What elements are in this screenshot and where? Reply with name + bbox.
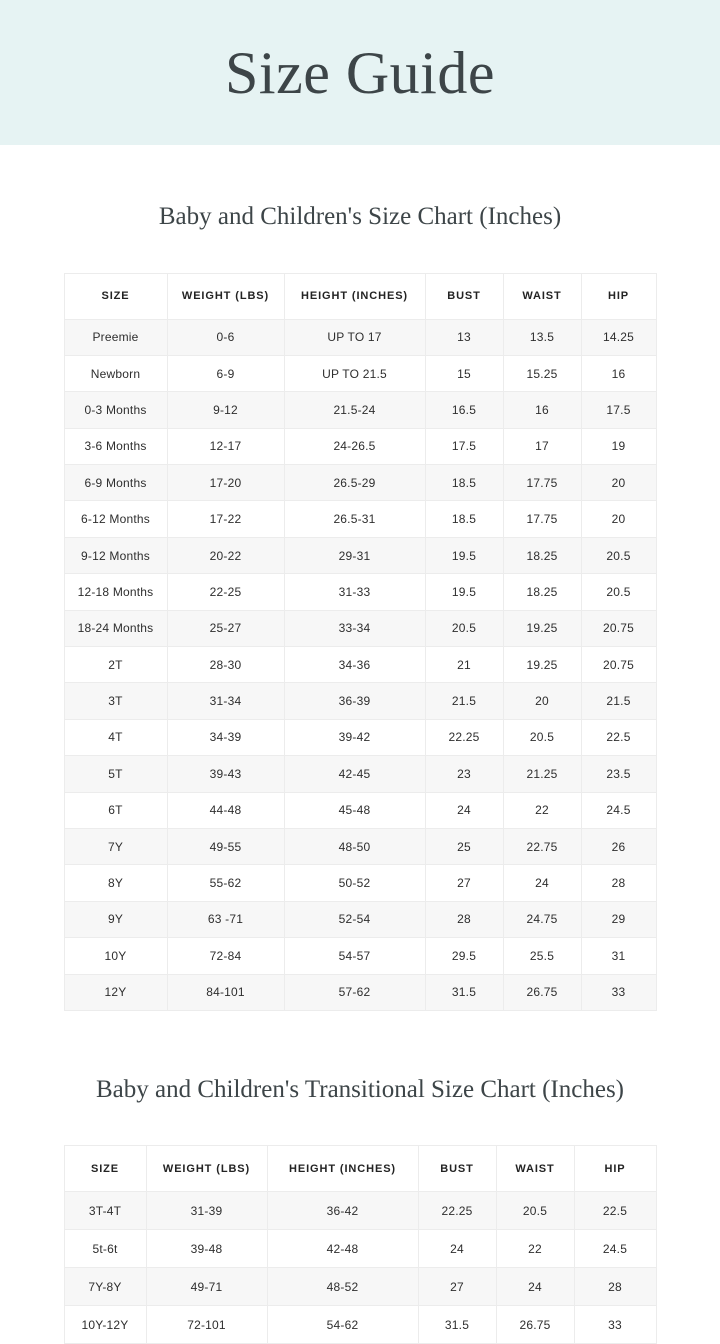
cell-bust: 28 <box>425 901 503 937</box>
table-row <box>64 537 656 573</box>
cell-weight: 22-25 <box>167 574 284 610</box>
table-row <box>64 501 656 537</box>
cell-bust: 23 <box>425 756 503 792</box>
table-row <box>64 355 656 391</box>
cell-height: 36-39 <box>284 683 425 719</box>
table-row <box>64 828 656 864</box>
cell-hip: 33 <box>574 1306 656 1344</box>
transitional-chart-table <box>64 1145 657 1344</box>
column-header-size: SIZE <box>64 1146 146 1192</box>
cell-waist: 17.75 <box>503 501 581 537</box>
column-header-waist: WAIST <box>496 1146 574 1192</box>
cell-waist: 20.5 <box>496 1192 574 1230</box>
table-row <box>64 756 656 792</box>
transitional-chart-table-body <box>64 1192 656 1344</box>
cell-size: 10Y-12Y <box>64 1306 146 1344</box>
cell-height: UP TO 21.5 <box>284 355 425 391</box>
cell-waist: 15.25 <box>503 355 581 391</box>
cell-bust: 20.5 <box>425 610 503 646</box>
cell-waist: 17 <box>503 428 581 464</box>
cell-height: 54-62 <box>267 1306 418 1344</box>
cell-weight: 44-48 <box>167 792 284 828</box>
table-row <box>64 792 656 828</box>
cell-weight: 6-9 <box>167 355 284 391</box>
cell-size: 8Y <box>64 865 167 901</box>
cell-size: 6-9 Months <box>64 465 167 501</box>
cell-hip: 21.5 <box>581 683 656 719</box>
cell-hip: 20.5 <box>581 574 656 610</box>
table-row <box>64 683 656 719</box>
column-header-hip: HIP <box>581 273 656 319</box>
cell-height: 42-45 <box>284 756 425 792</box>
cell-hip: 28 <box>581 865 656 901</box>
column-header-hip: HIP <box>574 1146 656 1192</box>
cell-weight: 25-27 <box>167 610 284 646</box>
cell-bust: 13 <box>425 319 503 355</box>
cell-hip: 26 <box>581 828 656 864</box>
table-row <box>64 610 656 646</box>
cell-waist: 22 <box>496 1230 574 1268</box>
cell-height: 42-48 <box>267 1230 418 1268</box>
table-row <box>64 319 656 355</box>
cell-waist: 22.75 <box>503 828 581 864</box>
table-row <box>64 1192 656 1230</box>
cell-weight: 20-22 <box>167 537 284 573</box>
table-row <box>64 865 656 901</box>
section-title-size-chart: Baby and Children's Size Chart (Inches) <box>158 202 562 230</box>
table-row <box>64 719 656 755</box>
cell-weight: 17-20 <box>167 465 284 501</box>
cell-bust: 29.5 <box>425 938 503 974</box>
page-banner <box>0 0 720 145</box>
cell-weight: 0-6 <box>167 319 284 355</box>
cell-height: 26.5-31 <box>284 501 425 537</box>
cell-hip: 14.25 <box>581 319 656 355</box>
table-header-row <box>64 273 656 319</box>
cell-weight: 34-39 <box>167 719 284 755</box>
cell-bust: 18.5 <box>425 501 503 537</box>
cell-size: 5t-6t <box>64 1230 146 1268</box>
cell-weight: 72-101 <box>146 1306 267 1344</box>
cell-bust: 19.5 <box>425 574 503 610</box>
cell-hip: 28 <box>574 1268 656 1306</box>
section-size-chart <box>0 166 720 1011</box>
cell-bust: 27 <box>425 865 503 901</box>
size-chart-table <box>64 273 657 1011</box>
cell-height: 50-52 <box>284 865 425 901</box>
cell-weight: 12-17 <box>167 428 284 464</box>
column-header-waist: WAIST <box>503 273 581 319</box>
cell-height: 36-42 <box>267 1192 418 1230</box>
cell-size: 12Y <box>64 974 167 1010</box>
cell-size: 0-3 Months <box>64 392 167 428</box>
cell-size: 9Y <box>64 901 167 937</box>
size-chart-table-head <box>64 273 656 319</box>
cell-height: 31-33 <box>284 574 425 610</box>
cell-waist: 16 <box>503 392 581 428</box>
cell-bust: 27 <box>418 1268 496 1306</box>
column-header-height: HEIGHT (INCHES) <box>267 1146 418 1192</box>
transitional-chart-table-head <box>64 1146 656 1192</box>
cell-hip: 23.5 <box>581 756 656 792</box>
table-header-row <box>64 1146 656 1192</box>
size-chart-table-body <box>64 319 656 1010</box>
cell-weight: 63 -71 <box>167 901 284 937</box>
table-row <box>64 647 656 683</box>
cell-size: 9-12 Months <box>64 537 167 573</box>
cell-waist: 22 <box>503 792 581 828</box>
cell-bust: 25 <box>425 828 503 864</box>
cell-bust: 18.5 <box>425 465 503 501</box>
cell-weight: 31-34 <box>167 683 284 719</box>
cell-bust: 21.5 <box>425 683 503 719</box>
cell-waist: 20.5 <box>503 719 581 755</box>
cell-hip: 33 <box>581 974 656 1010</box>
cell-bust: 22.25 <box>425 719 503 755</box>
cell-height: UP TO 17 <box>284 319 425 355</box>
cell-hip: 16 <box>581 355 656 391</box>
cell-hip: 20.75 <box>581 647 656 683</box>
cell-waist: 26.75 <box>496 1306 574 1344</box>
cell-waist: 13.5 <box>503 319 581 355</box>
cell-height: 26.5-29 <box>284 465 425 501</box>
cell-height: 57-62 <box>284 974 425 1010</box>
cell-height: 48-50 <box>284 828 425 864</box>
cell-hip: 29 <box>581 901 656 937</box>
cell-height: 54-57 <box>284 938 425 974</box>
cell-size: 3T <box>64 683 167 719</box>
cell-weight: 17-22 <box>167 501 284 537</box>
cell-height: 48-52 <box>267 1268 418 1306</box>
cell-height: 34-36 <box>284 647 425 683</box>
table-row <box>64 428 656 464</box>
table-row <box>64 1230 656 1268</box>
cell-size: 2T <box>64 647 167 683</box>
cell-bust: 24 <box>418 1230 496 1268</box>
cell-size: 3T-4T <box>64 1192 146 1230</box>
cell-waist: 24.75 <box>503 901 581 937</box>
cell-height: 45-48 <box>284 792 425 828</box>
cell-bust: 17.5 <box>425 428 503 464</box>
cell-weight: 39-43 <box>167 756 284 792</box>
cell-weight: 72-84 <box>167 938 284 974</box>
cell-waist: 24 <box>496 1268 574 1306</box>
column-header-bust: BUST <box>425 273 503 319</box>
cell-size: 18-24 Months <box>64 610 167 646</box>
cell-bust: 21 <box>425 647 503 683</box>
cell-height: 29-31 <box>284 537 425 573</box>
cell-weight: 39-48 <box>146 1230 267 1268</box>
cell-hip: 20.5 <box>581 537 656 573</box>
cell-weight: 84-101 <box>167 974 284 1010</box>
cell-size: 7Y <box>64 828 167 864</box>
cell-height: 33-34 <box>284 610 425 646</box>
cell-size: 3-6 Months <box>64 428 167 464</box>
cell-size: 10Y <box>64 938 167 974</box>
table-wrapper-transitional-chart <box>0 1122 720 1344</box>
cell-waist: 18.25 <box>503 537 581 573</box>
cell-hip: 19 <box>581 428 656 464</box>
cell-waist: 24 <box>503 865 581 901</box>
column-header-weight: WEIGHT (LBS) <box>167 273 284 319</box>
cell-hip: 20.75 <box>581 610 656 646</box>
table-row <box>64 465 656 501</box>
cell-weight: 31-39 <box>146 1192 267 1230</box>
cell-waist: 25.5 <box>503 938 581 974</box>
cell-bust: 16.5 <box>425 392 503 428</box>
cell-size: 6-12 Months <box>64 501 167 537</box>
cell-bust: 15 <box>425 355 503 391</box>
cell-size: 6T <box>64 792 167 828</box>
table-row <box>64 901 656 937</box>
cell-hip: 24.5 <box>574 1230 656 1268</box>
cell-size: 5T <box>64 756 167 792</box>
cell-bust: 19.5 <box>425 537 503 573</box>
cell-bust: 31.5 <box>425 974 503 1010</box>
column-header-bust: BUST <box>418 1146 496 1192</box>
cell-weight: 28-30 <box>167 647 284 683</box>
cell-weight: 49-71 <box>146 1268 267 1306</box>
table-row <box>64 574 656 610</box>
cell-hip: 20 <box>581 501 656 537</box>
cell-size: 12-18 Months <box>64 574 167 610</box>
cell-size: Preemie <box>64 319 167 355</box>
table-row <box>64 392 656 428</box>
table-row <box>64 938 656 974</box>
cell-waist: 26.75 <box>503 974 581 1010</box>
table-row <box>64 1306 656 1344</box>
cell-waist: 19.25 <box>503 610 581 646</box>
cell-waist: 19.25 <box>503 647 581 683</box>
cell-bust: 31.5 <box>418 1306 496 1344</box>
table-row <box>64 974 656 1010</box>
table-row <box>64 1268 656 1306</box>
column-header-weight: WEIGHT (LBS) <box>146 1146 267 1192</box>
cell-size: 4T <box>64 719 167 755</box>
section-title-transitional-chart: Baby and Children's Transitional Size Chart (Inches) <box>95 1075 625 1103</box>
cell-size: 7Y-8Y <box>64 1268 146 1306</box>
cell-hip: 17.5 <box>581 392 656 428</box>
cell-waist: 18.25 <box>503 574 581 610</box>
cell-height: 21.5-24 <box>284 392 425 428</box>
cell-waist: 17.75 <box>503 465 581 501</box>
cell-size: Newborn <box>64 355 167 391</box>
cell-hip: 22.5 <box>574 1192 656 1230</box>
cell-hip: 22.5 <box>581 719 656 755</box>
section-transitional-chart <box>0 1032 720 1344</box>
cell-hip: 24.5 <box>581 792 656 828</box>
cell-weight: 49-55 <box>167 828 284 864</box>
cell-bust: 22.25 <box>418 1192 496 1230</box>
cell-height: 24-26.5 <box>284 428 425 464</box>
column-header-size: SIZE <box>64 273 167 319</box>
column-header-height: HEIGHT (INCHES) <box>284 273 425 319</box>
cell-weight: 55-62 <box>167 865 284 901</box>
page-title: Size Guide <box>225 39 495 106</box>
cell-hip: 31 <box>581 938 656 974</box>
cell-waist: 20 <box>503 683 581 719</box>
cell-height: 39-42 <box>284 719 425 755</box>
cell-waist: 21.25 <box>503 756 581 792</box>
cell-hip: 20 <box>581 465 656 501</box>
cell-bust: 24 <box>425 792 503 828</box>
cell-height: 52-54 <box>284 901 425 937</box>
cell-weight: 9-12 <box>167 392 284 428</box>
table-wrapper-size-chart <box>0 250 720 1011</box>
